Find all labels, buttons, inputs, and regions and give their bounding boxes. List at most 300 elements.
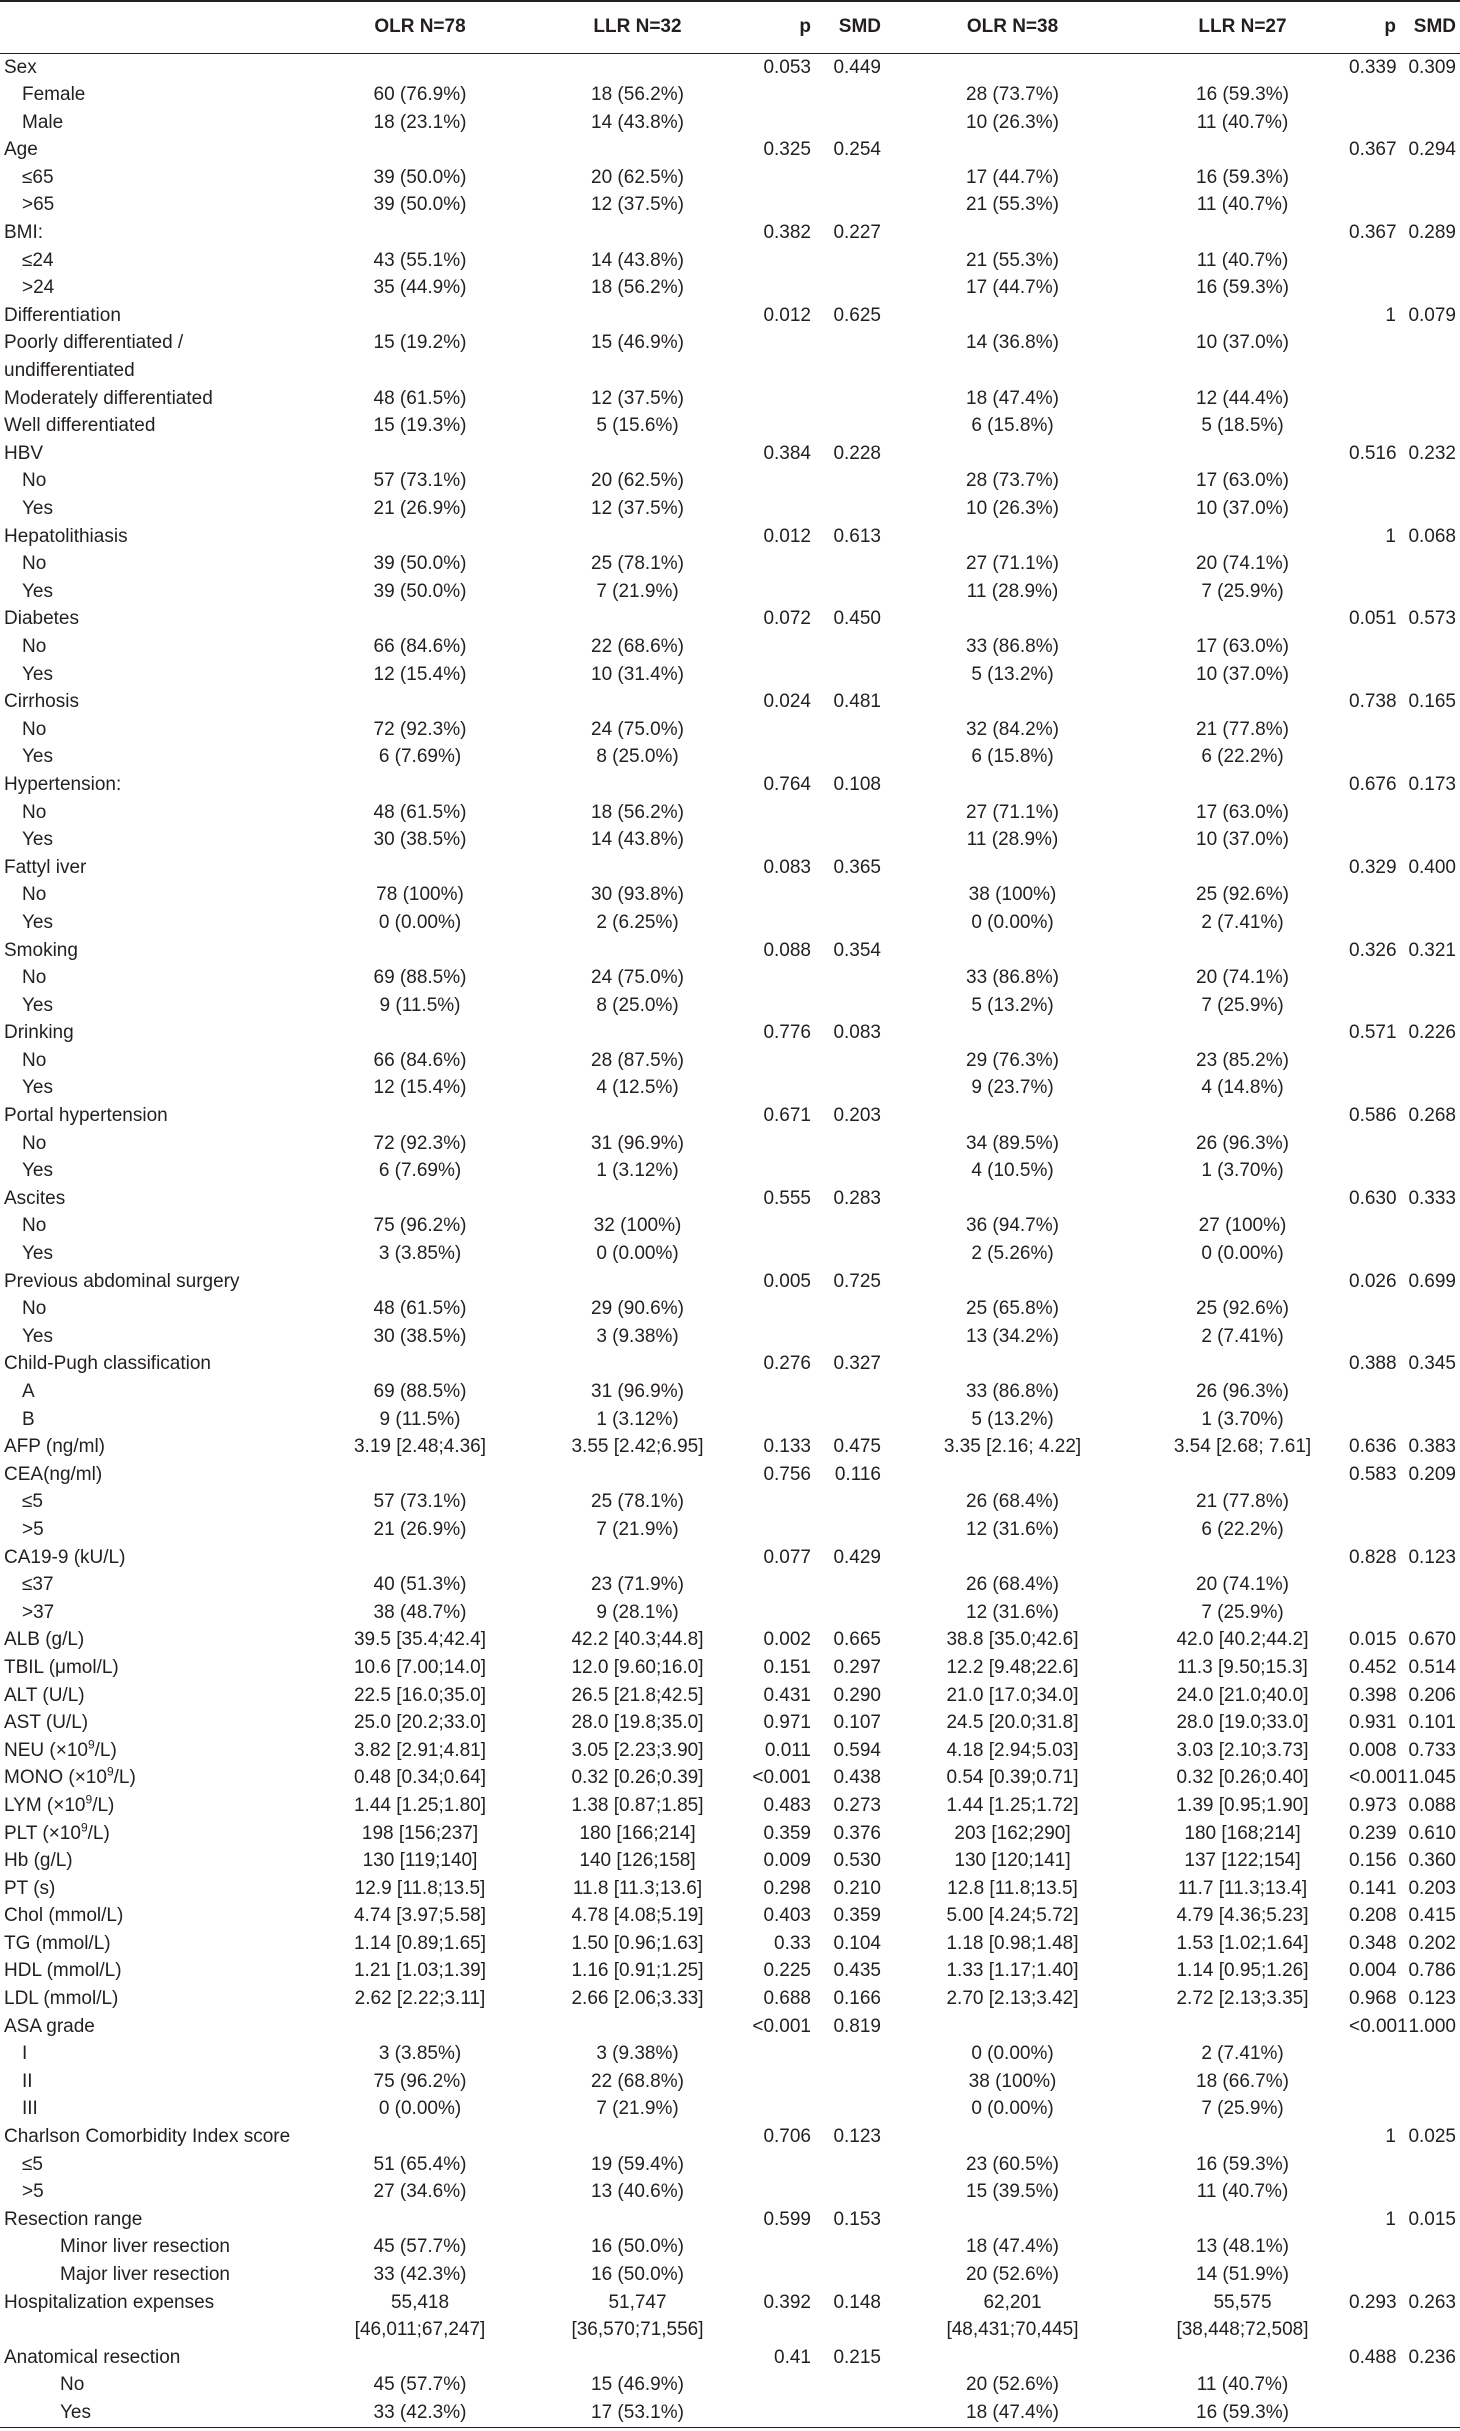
cell-p-1: 0.431 bbox=[763, 1684, 811, 1706]
cell-llr-1: 8 (25.0%) bbox=[596, 994, 679, 1016]
cell-p-2 bbox=[1345, 1406, 1400, 1434]
cell-p-2 bbox=[1345, 799, 1400, 827]
row-label-text: BMI: bbox=[4, 222, 44, 244]
cell-smd-1 bbox=[815, 274, 885, 302]
cell-p-2: 0.004 bbox=[1349, 1960, 1397, 1982]
cell-p-1 bbox=[740, 1571, 815, 1599]
cell-p-2 bbox=[1345, 1047, 1400, 1075]
cell-smd-2 bbox=[1400, 274, 1460, 302]
row-label-text: B bbox=[22, 1408, 35, 1430]
cell-smd-2 bbox=[1400, 1295, 1460, 1323]
row-label bbox=[0, 2289, 305, 2317]
cell-llr-2: 7 (25.9%) bbox=[1201, 580, 1284, 602]
cell-p-1 bbox=[740, 909, 815, 937]
row-label bbox=[0, 1350, 305, 1378]
cell-p-2 bbox=[1345, 1378, 1400, 1406]
cell-smd-2 bbox=[1400, 1047, 1460, 1075]
cell-llr-2: 12 (44.4%) bbox=[1196, 387, 1289, 409]
table-row bbox=[0, 385, 1460, 413]
cell-p-1: 0.325 bbox=[763, 139, 811, 161]
cell-olr-1: 48 (61.5%) bbox=[373, 801, 467, 823]
row-label bbox=[0, 1626, 305, 1654]
cell-p-1 bbox=[740, 164, 815, 192]
cell-olr-2: 1.44 [1.25;1.72] bbox=[946, 1794, 1079, 1816]
cell-smd-2: 1.045 bbox=[1408, 1767, 1456, 1789]
cell-olr-1: 72 (92.3%) bbox=[373, 718, 467, 740]
cell-llr-2: 17 (63.0%) bbox=[1196, 801, 1289, 823]
cell-p-1: 0.706 bbox=[763, 2126, 811, 2148]
table-row bbox=[0, 1461, 1460, 1489]
table-row bbox=[0, 661, 1460, 689]
row-label-text: Yes bbox=[22, 746, 53, 768]
cell-smd-2: 0.209 bbox=[1408, 1463, 1456, 1485]
table-row bbox=[0, 1047, 1460, 1075]
table-row bbox=[0, 771, 1460, 799]
cell-smd-2 bbox=[1400, 2068, 1460, 2096]
cell-smd-2: 0.232 bbox=[1408, 442, 1456, 464]
cell-llr-2: 11 (40.7%) bbox=[1196, 249, 1289, 271]
row-label bbox=[0, 274, 305, 302]
cell-olr-2: 17 (44.7%) bbox=[966, 166, 1059, 188]
cell-smd-2: 0.015 bbox=[1408, 2208, 1456, 2230]
row-label bbox=[0, 2399, 305, 2427]
row-label-text: Poorly differentiated / bbox=[4, 332, 184, 354]
cell-smd-2 bbox=[1400, 1406, 1460, 1434]
cell-p-2: <0.001 bbox=[1349, 2015, 1408, 2037]
cell-olr-1: 12.9 [11.8;13.5] bbox=[354, 1877, 486, 1899]
cell-olr-1 bbox=[305, 1268, 535, 1296]
table-row bbox=[0, 302, 1460, 330]
cell-olr-2: 15 (39.5%) bbox=[966, 2181, 1059, 2203]
cell-llr-2: 27 (100%) bbox=[1198, 1215, 1287, 1237]
cell-p-2 bbox=[1345, 274, 1400, 302]
cell-llr-1: 1.16 [0.91;1.25] bbox=[571, 1960, 704, 1982]
cell-p-2: 0.348 bbox=[1349, 1932, 1397, 1954]
cell-p-1: 0.403 bbox=[763, 1905, 811, 1927]
cell-smd-1: 0.438 bbox=[833, 1767, 881, 1789]
cell-olr-1 bbox=[305, 1102, 535, 1130]
cell-llr-2: 20 (74.1%) bbox=[1196, 553, 1289, 575]
cell-p-2 bbox=[1345, 1516, 1400, 1544]
cell-llr-2 bbox=[1140, 440, 1345, 468]
cell-smd-1 bbox=[815, 909, 885, 937]
cell-smd-1: 0.475 bbox=[833, 1436, 881, 1458]
row-label-text: Previous abdominal surgery bbox=[4, 1270, 240, 1292]
cell-p-1 bbox=[740, 2095, 815, 2123]
cell-olr-1: 39 (50.0%) bbox=[373, 194, 467, 216]
cell-p-1: 0.382 bbox=[763, 222, 811, 244]
cell-llr-2: 17 (63.0%) bbox=[1196, 635, 1289, 657]
cell-olr-1: 75 (96.2%) bbox=[373, 2070, 467, 2092]
cell-p-2 bbox=[1345, 2151, 1400, 2179]
cell-smd-2: 0.383 bbox=[1408, 1436, 1456, 1458]
cell-llr-2: 42.0 [40.2;44.2] bbox=[1176, 1629, 1309, 1651]
cell-llr-1 bbox=[535, 53, 740, 81]
row-label bbox=[0, 412, 305, 440]
row-label bbox=[0, 1682, 305, 1710]
cell-smd-1 bbox=[815, 329, 885, 357]
cell-olr-1: 69 (88.5%) bbox=[373, 1381, 467, 1402]
table-row bbox=[0, 605, 1460, 633]
cell-smd-1 bbox=[815, 1378, 885, 1406]
row-label-text: ALB (g/L) bbox=[4, 1629, 85, 1651]
row-label-text: LDL (mmol/L) bbox=[4, 1988, 119, 2010]
cell-llr-2 bbox=[1140, 1185, 1345, 1213]
cell-smd-2 bbox=[1400, 357, 1460, 385]
cell-llr-2: 1 (3.70%) bbox=[1201, 1408, 1284, 1430]
cell-olr-1: 43 (55.1%) bbox=[373, 249, 467, 271]
cell-p-1 bbox=[740, 191, 815, 219]
cell-p-1 bbox=[740, 2399, 815, 2427]
cell-olr-2 bbox=[885, 2123, 1140, 2151]
row-label-text: Minor liver resection bbox=[60, 2236, 230, 2258]
cell-llr-2 bbox=[1140, 1350, 1345, 1378]
table-row bbox=[0, 1323, 1460, 1351]
table-row bbox=[0, 1544, 1460, 1572]
cell-llr-1 bbox=[535, 771, 740, 799]
cell-llr-1: 31 (96.9%) bbox=[591, 1381, 684, 1402]
row-label bbox=[0, 2068, 305, 2096]
cell-smd-1 bbox=[815, 2261, 885, 2289]
cell-smd-2 bbox=[1400, 329, 1460, 357]
row-label bbox=[0, 2178, 305, 2206]
cell-llr-1: 3 (9.38%) bbox=[596, 1325, 679, 1347]
row-label-text: No bbox=[22, 635, 47, 657]
cell-p-1 bbox=[740, 2316, 815, 2344]
cell-olr-1 bbox=[305, 440, 535, 468]
cell-olr-1: 2.62 [2.22;3.11] bbox=[354, 1988, 486, 2010]
cell-llr-1: 42.2 [40.3;44.8] bbox=[571, 1629, 704, 1651]
cell-p-1 bbox=[740, 743, 815, 771]
cell-p-2 bbox=[1345, 357, 1400, 385]
row-label bbox=[0, 1047, 305, 1075]
cell-llr-1 bbox=[535, 1461, 740, 1489]
cell-llr-1: 12 (37.5%) bbox=[591, 194, 684, 216]
table-row bbox=[0, 854, 1460, 882]
cell-p-2: 0.326 bbox=[1349, 939, 1397, 961]
cell-llr-1: 30 (93.8%) bbox=[591, 884, 684, 906]
cell-p-1: 0.671 bbox=[763, 1105, 811, 1127]
cell-smd-2 bbox=[1400, 2178, 1460, 2206]
cell-p-2: 0.008 bbox=[1349, 1739, 1397, 1761]
cell-llr-1 bbox=[535, 219, 740, 247]
cell-llr-1: 18 (56.2%) bbox=[591, 801, 684, 823]
cell-olr-1 bbox=[305, 357, 535, 385]
cell-smd-2 bbox=[1400, 1323, 1460, 1351]
cell-p-2 bbox=[1345, 467, 1400, 495]
cell-llr-2: 20 (74.1%) bbox=[1196, 967, 1289, 989]
cell-smd-2: 0.733 bbox=[1408, 1739, 1456, 1761]
cell-llr-1: [36,570;71,556] bbox=[571, 2319, 704, 2341]
cell-olr-2: 24.5 [20.0;31.8] bbox=[946, 1712, 1079, 1734]
row-label-text: ALT (U/L) bbox=[4, 1684, 85, 1706]
cell-p-2: 0.293 bbox=[1349, 2291, 1397, 2313]
cell-olr-1: 57 (73.1%) bbox=[373, 470, 467, 492]
row-label bbox=[0, 1157, 305, 1185]
table-row bbox=[0, 799, 1460, 827]
row-label bbox=[0, 523, 305, 551]
cell-llr-2: 16 (59.3%) bbox=[1196, 166, 1289, 188]
cell-llr-1: 11.8 [11.3;13.6] bbox=[572, 1877, 703, 1899]
cell-smd-2: 0.173 bbox=[1408, 773, 1456, 795]
cell-llr-1 bbox=[535, 854, 740, 882]
cell-p-2 bbox=[1345, 2371, 1400, 2399]
cell-olr-2 bbox=[885, 1544, 1140, 1572]
cell-p-1 bbox=[740, 826, 815, 854]
row-label bbox=[0, 605, 305, 633]
cell-olr-2: 33 (86.8%) bbox=[966, 967, 1059, 989]
cell-p-2 bbox=[1345, 661, 1400, 689]
cell-olr-2: 10 (26.3%) bbox=[966, 111, 1059, 133]
cell-llr-1: 1.50 [0.96;1.63] bbox=[571, 1932, 704, 1954]
table-header bbox=[0, 1, 1460, 53]
cell-olr-1: 3 (3.85%) bbox=[378, 1243, 462, 1265]
cell-p-1 bbox=[740, 467, 815, 495]
cell-p-2 bbox=[1345, 716, 1400, 744]
cell-olr-2: 21 (55.3%) bbox=[966, 249, 1059, 271]
row-label bbox=[0, 1102, 305, 1130]
cell-llr-2 bbox=[1140, 1461, 1345, 1489]
cell-olr-1: 22.5 [16.0;35.0] bbox=[353, 1684, 487, 1706]
cell-llr-2: 137 [122;154] bbox=[1184, 1850, 1301, 1872]
cell-p-2 bbox=[1345, 412, 1400, 440]
cell-smd-2: 0.610 bbox=[1408, 1822, 1456, 1844]
row-label bbox=[0, 1930, 305, 1958]
cell-olr-1: 3 (3.85%) bbox=[378, 2043, 462, 2065]
row-label bbox=[0, 661, 305, 689]
row-label-text: Chol (mmol/L) bbox=[4, 1905, 124, 1927]
cell-llr-2: 25 (92.6%) bbox=[1196, 884, 1289, 906]
row-label-text: No bbox=[22, 718, 47, 740]
cell-olr-2 bbox=[885, 219, 1140, 247]
cell-p-1: 0.011 bbox=[764, 1739, 811, 1761]
cell-olr-1 bbox=[305, 1350, 535, 1378]
cell-olr-2: 2.70 [2.13;3.42] bbox=[946, 1988, 1079, 2010]
cell-olr-2: 0 (0.00%) bbox=[971, 911, 1054, 933]
row-label-unit: /L) bbox=[92, 1794, 115, 1816]
cell-olr-2: [48,431;70,445] bbox=[946, 2319, 1079, 2341]
cell-olr-1: 21 (26.9%) bbox=[373, 498, 467, 519]
cell-smd-1 bbox=[815, 964, 885, 992]
cell-llr-2: 7 (25.9%) bbox=[1201, 994, 1284, 1016]
cell-llr-1 bbox=[535, 605, 740, 633]
cell-olr-1 bbox=[305, 2013, 535, 2041]
cell-p-2: 0.738 bbox=[1349, 691, 1397, 713]
cell-p-2 bbox=[1345, 329, 1400, 357]
row-label-text: No bbox=[60, 2374, 85, 2396]
cell-llr-1: 22 (68.8%) bbox=[591, 2070, 684, 2092]
row-label bbox=[0, 909, 305, 937]
cell-p-2: 0.367 bbox=[1349, 222, 1397, 244]
cell-olr-1: 48 (61.5%) bbox=[373, 1298, 467, 1320]
cell-smd-1 bbox=[815, 385, 885, 413]
table-row bbox=[0, 550, 1460, 578]
cell-llr-1 bbox=[535, 1268, 740, 1296]
cell-llr-1: 24 (75.0%) bbox=[591, 967, 684, 989]
cell-llr-1: 140 [126;158] bbox=[579, 1850, 696, 1872]
table-row bbox=[0, 826, 1460, 854]
cell-smd-1 bbox=[815, 164, 885, 192]
cell-olr-1: 9 (11.5%) bbox=[379, 994, 461, 1016]
cell-llr-1: 10 (31.4%) bbox=[591, 663, 684, 685]
row-label-text: AST (U/L) bbox=[4, 1712, 89, 1734]
row-label-text: HBV bbox=[4, 442, 44, 464]
cell-smd-1 bbox=[815, 826, 885, 854]
cell-llr-1: 15 (46.9%) bbox=[591, 2374, 684, 2396]
row-label-superscript: 9 bbox=[106, 1764, 114, 1779]
cell-p-1 bbox=[740, 550, 815, 578]
cell-olr-2: 20 (52.6%) bbox=[966, 2374, 1059, 2396]
cell-llr-1 bbox=[535, 2344, 740, 2372]
table-row bbox=[0, 1599, 1460, 1627]
cell-smd-1 bbox=[815, 2095, 885, 2123]
cell-llr-2 bbox=[1140, 53, 1345, 81]
row-label-text: ASA grade bbox=[4, 2015, 95, 2037]
row-label-text: Sex bbox=[4, 56, 37, 78]
cell-llr-1: 7 (21.9%) bbox=[596, 2098, 679, 2120]
cell-olr-1 bbox=[305, 1185, 535, 1213]
row-label bbox=[0, 1185, 305, 1213]
row-label bbox=[0, 467, 305, 495]
cell-smd-1: 0.104 bbox=[833, 1932, 881, 1954]
cell-p-1 bbox=[740, 716, 815, 744]
cell-smd-1 bbox=[815, 1323, 885, 1351]
row-label-text: Differentiation bbox=[4, 304, 121, 326]
cell-llr-2: 11 (40.7%) bbox=[1196, 111, 1289, 133]
cell-olr-2: 33 (86.8%) bbox=[966, 1381, 1059, 1402]
row-label bbox=[0, 992, 305, 1020]
cell-olr-2: 6 (15.8%) bbox=[971, 746, 1054, 768]
row-label bbox=[0, 1240, 305, 1268]
row-label-text: PT (s) bbox=[4, 1877, 56, 1899]
cell-olr-1 bbox=[305, 219, 535, 247]
cell-p-2: 0.339 bbox=[1349, 56, 1397, 78]
table-row bbox=[0, 1571, 1460, 1599]
cell-smd-1 bbox=[815, 2151, 885, 2179]
cell-p-1: 0.024 bbox=[763, 691, 811, 713]
cell-p-2: 0.931 bbox=[1349, 1712, 1397, 1734]
cell-olr-2: 17 (44.7%) bbox=[966, 277, 1059, 299]
cell-llr-1: 26.5 [21.8;42.5] bbox=[571, 1684, 704, 1706]
cell-p-1: 0.392 bbox=[763, 2291, 811, 2313]
table-body bbox=[0, 53, 1460, 2427]
cell-olr-2: 12.8 [11.8;13.5] bbox=[947, 1877, 1078, 1899]
cell-smd-1 bbox=[815, 661, 885, 689]
cell-llr-2: 7 (25.9%) bbox=[1201, 2098, 1284, 2120]
cell-smd-2: 0.206 bbox=[1408, 1684, 1456, 1706]
cell-llr-1: 19 (59.4%) bbox=[591, 2153, 684, 2175]
cell-olr-1 bbox=[305, 2123, 535, 2151]
cell-smd-2 bbox=[1400, 164, 1460, 192]
table-row bbox=[0, 2206, 1460, 2234]
row-label-text: Yes bbox=[22, 1077, 53, 1099]
cell-olr-1: 18 (23.1%) bbox=[373, 111, 467, 133]
cell-smd-1: 0.228 bbox=[833, 442, 881, 464]
cell-llr-2: 16 (59.3%) bbox=[1196, 84, 1289, 106]
cell-smd-1: 0.283 bbox=[833, 1187, 881, 1209]
cell-llr-2: 17 (63.0%) bbox=[1196, 470, 1289, 492]
cell-olr-2: 1.33 [1.17;1.40] bbox=[946, 1960, 1079, 1982]
row-label-text: Yes bbox=[22, 498, 53, 519]
cell-p-1: 0.756 bbox=[763, 1463, 811, 1485]
cell-olr-1: 25.0 [20.2;33.0] bbox=[353, 1712, 487, 1734]
cell-llr-2: 13 (48.1%) bbox=[1196, 2236, 1289, 2258]
cell-smd-2: 0.514 bbox=[1408, 1656, 1456, 1678]
row-label-text: Yes bbox=[22, 1243, 53, 1265]
cell-smd-1: 0.123 bbox=[833, 2126, 881, 2148]
cell-p-1 bbox=[740, 1599, 815, 1627]
row-label bbox=[0, 2123, 305, 2151]
cell-p-1 bbox=[740, 357, 815, 385]
table-row bbox=[0, 1875, 1460, 1903]
cell-llr-2: 2.72 [2.13;3.35] bbox=[1176, 1988, 1309, 2010]
cell-llr-1: 25 (78.1%) bbox=[591, 1491, 684, 1513]
cell-smd-2 bbox=[1400, 578, 1460, 606]
cell-smd-2: 0.333 bbox=[1408, 1187, 1456, 1209]
cell-llr-1: 24 (75.0%) bbox=[591, 718, 684, 740]
cell-smd-1 bbox=[815, 2068, 885, 2096]
row-label-text: Fattyl iver bbox=[4, 856, 87, 878]
cell-p-2: 0.630 bbox=[1349, 1187, 1397, 1209]
cell-smd-1: 0.449 bbox=[833, 56, 881, 78]
row-label-text: Well differentiated bbox=[4, 415, 156, 437]
cell-olr-1 bbox=[305, 302, 535, 330]
row-label bbox=[0, 247, 305, 275]
cell-olr-2: 20 (52.6%) bbox=[966, 2264, 1059, 2285]
cell-llr-2 bbox=[1140, 302, 1345, 330]
row-label-text: ≤5 bbox=[22, 1491, 43, 1513]
cell-olr-2: 18 (47.4%) bbox=[966, 2236, 1059, 2258]
row-label-text: NEU (×10 bbox=[4, 1739, 88, 1761]
row-label bbox=[0, 1847, 305, 1875]
cell-llr-2 bbox=[1140, 2344, 1345, 2372]
row-label bbox=[0, 716, 305, 744]
cell-olr-2: 12 (31.6%) bbox=[966, 1601, 1059, 1623]
cell-smd-1 bbox=[815, 2316, 885, 2344]
cell-smd-1 bbox=[815, 1130, 885, 1158]
cell-olr-2 bbox=[885, 440, 1140, 468]
cell-p-1: 0.359 bbox=[763, 1822, 811, 1844]
cell-llr-1: 13 (40.6%) bbox=[591, 2181, 684, 2203]
row-label-text: II bbox=[22, 2070, 33, 2092]
cell-olr-1 bbox=[305, 1461, 535, 1489]
cell-p-1 bbox=[740, 1488, 815, 1516]
cell-llr-2: 10 (37.0%) bbox=[1196, 332, 1289, 354]
cell-olr-1 bbox=[305, 605, 535, 633]
cell-llr-1: 7 (21.9%) bbox=[596, 1518, 679, 1540]
cell-olr-1: 51 (65.4%) bbox=[373, 2153, 467, 2175]
cell-olr-1: 3.82 [2.91;4.81] bbox=[353, 1739, 487, 1761]
cell-p-1 bbox=[740, 2233, 815, 2261]
cell-smd-1: 0.273 bbox=[833, 1794, 881, 1816]
cell-smd-2 bbox=[1400, 2040, 1460, 2068]
cell-smd-2 bbox=[1400, 826, 1460, 854]
row-label-text: Yes bbox=[22, 994, 53, 1016]
row-label bbox=[0, 743, 305, 771]
cell-llr-1 bbox=[535, 2013, 740, 2041]
cell-p-2: 0.026 bbox=[1349, 1270, 1397, 1292]
cell-smd-1 bbox=[815, 1516, 885, 1544]
row-label-unit: /L) bbox=[113, 1767, 136, 1789]
row-label-text: AFP (ng/ml) bbox=[4, 1436, 106, 1458]
cell-olr-2 bbox=[885, 2013, 1140, 2041]
cell-llr-2 bbox=[1140, 2206, 1345, 2234]
cell-olr-2: 0 (0.00%) bbox=[971, 2043, 1054, 2065]
cell-olr-1: 39.5 [35.4;42.4] bbox=[353, 1629, 487, 1651]
cell-p-2: 0.828 bbox=[1349, 1546, 1397, 1568]
cell-olr-2 bbox=[885, 1268, 1140, 1296]
table-row bbox=[0, 1930, 1460, 1958]
